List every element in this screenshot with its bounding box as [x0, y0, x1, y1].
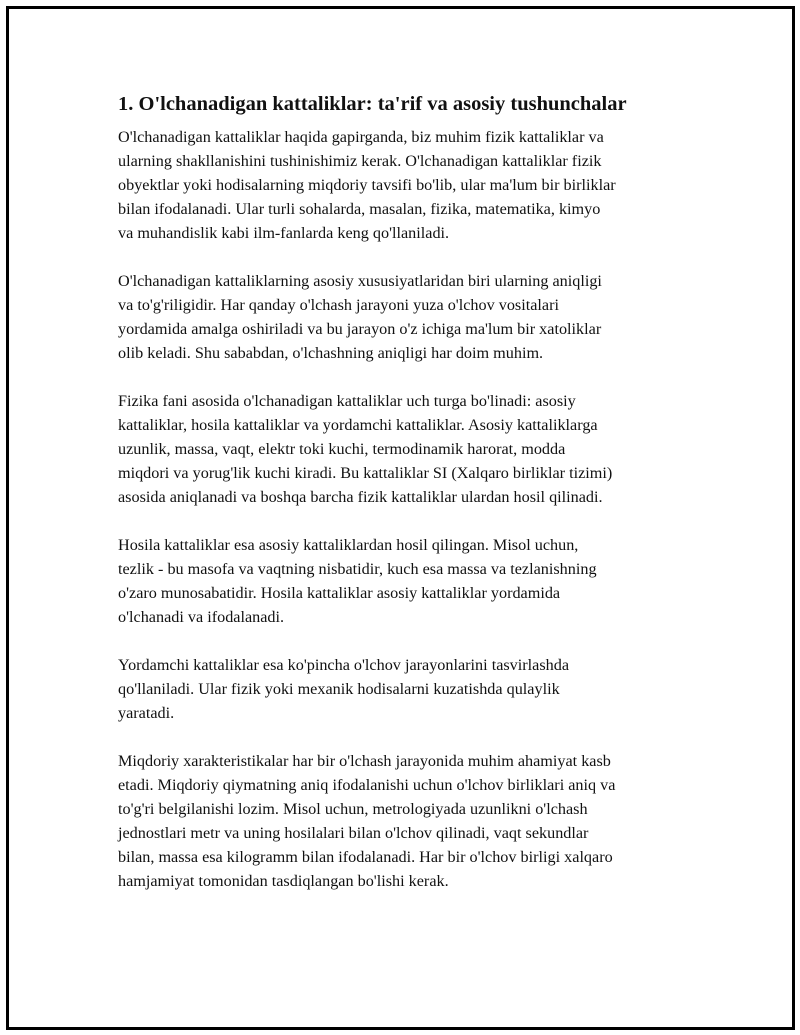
text-line: obyektlar yoki hodisalarning miqdoriy tavsifi bo'lib, ular ma'lum bir birliklar: [118, 176, 616, 194]
paragraph-3: [118, 389, 698, 509]
text-line: etadi. Miqdoriy qiymatning aniq ifodalanishi uchun o'lchov birliklari aniq va: [118, 776, 616, 794]
text-line: va muhandislik kabi ilm-fanlarda keng qo'llaniladi.: [118, 224, 450, 242]
text-line: ularning shakllanishini tushinishimiz kerak. O'lchanadigan kattaliklar fizik: [118, 152, 602, 170]
paragraph-4: [118, 533, 698, 629]
text-line: va to'g'riligidir. Har qanday o'lchash jarayoni yuza o'lchov vositalari: [118, 296, 559, 314]
text-line: kattaliklar, hosila kattaliklar va yordamchi kattaliklar. Asosiy kattaliklarga: [118, 416, 598, 434]
text-line: Miqdoriy xarakteristikalar har bir o'lchash jarayonida muhim ahamiyat kasb: [118, 752, 611, 770]
text-line: o'lchanadi va ifodalanadi.: [118, 608, 285, 626]
text-line: Hosila kattaliklar esa asosiy kattaliklardan hosil qilingan. Misol uchun,: [118, 536, 579, 554]
text-line: uzunlik, massa, vaqt, elektr toki kuchi, termodinamik harorat, modda: [118, 440, 566, 458]
text-line: miqdori va yorug'lik kuchi kiradi. Bu kattaliklar SI (Xalqaro birliklar tizimi): [118, 464, 613, 482]
paragraph-6: [118, 749, 698, 893]
text-line: jednostlari metr va uning hosilalari bilan o'lchov qilinadi, vaqt sekundlar: [118, 824, 589, 842]
text-line: O'lchanadigan kattaliklar haqida gapirganda, biz muhim fizik kattaliklar va: [118, 128, 604, 146]
text-line: tezlik - bu masofa va vaqtning nisbatidir, kuch esa massa va tezlanishning: [118, 560, 597, 578]
section-heading: 1. O'lchanadigan kattaliklar: ta'rif va asosiy tushunchalar: [118, 93, 627, 115]
text-line: o'zaro munosabatidir. Hosila kattaliklar asosiy kattaliklar yordamida: [118, 584, 561, 602]
text-line: asosida aniqlanadi va boshqa barcha fizik kattaliklar ulardan hosil qilinadi.: [118, 488, 603, 506]
text-line: to'g'ri belgilanishi lozim. Misol uchun, metrologiyada uzunlikni o'lchash: [118, 800, 588, 818]
text-line: hamjamiyat tomonidan tasdiqlangan bo'lishi kerak.: [118, 872, 449, 890]
paragraph-1: [118, 125, 698, 245]
text-line: yordamida amalga oshiriladi va bu jarayon o'z ichiga ma'lum bir xatoliklar: [118, 320, 602, 338]
text-line: qo'llaniladi. Ular fizik yoki mexanik hodisalarni kuzatishda qulaylik: [118, 680, 560, 698]
text-line: Yordamchi kattaliklar esa ko'pincha o'lchov jarayonlarini tasvirlashda: [118, 656, 570, 674]
paragraph-2: [118, 269, 698, 365]
text-line: Fizika fani asosida o'lchanadigan kattaliklar uch turga bo'linadi: asosiy: [118, 392, 576, 410]
text-line: olib keladi. Shu sababdan, o'lchashning aniqligi har doim muhim.: [118, 344, 544, 362]
text-line: yaratadi.: [118, 704, 175, 722]
paragraph-5: [118, 653, 698, 725]
document-content: [118, 90, 698, 917]
text-line: bilan ifodalanadi. Ular turli sohalarda, masalan, fizika, matematika, kimyo: [118, 200, 601, 218]
text-line: bilan, massa esa kilogramm bilan ifodalanadi. Har bir o'lchov birligi xalqaro: [118, 848, 613, 866]
text-line: O'lchanadigan kattaliklarning asosiy xususiyatlaridan biri ularning aniqligi: [118, 272, 602, 290]
